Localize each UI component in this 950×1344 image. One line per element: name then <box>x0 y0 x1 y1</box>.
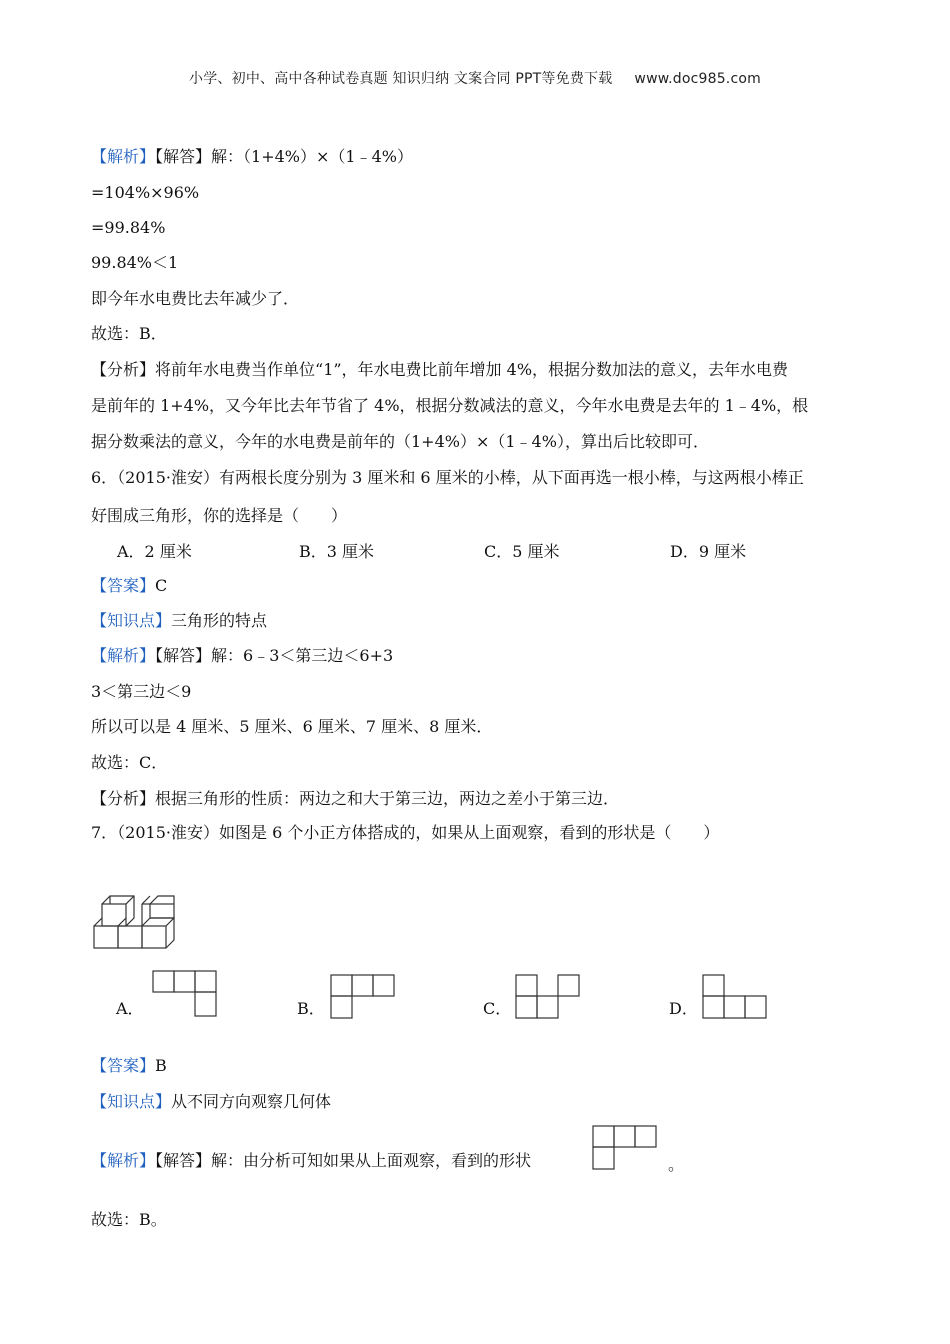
q6-option-b: B．3 厘米 <box>299 542 375 561</box>
zhishidian-tag: 【知识点】 <box>91 611 172 630</box>
q7-knowledge: 从不同方向观察几何体 <box>171 1092 332 1111</box>
q5-analysis-line3: 据分数乘法的意义，今年的水电费是前年的（1+4%）×（1﹣4%），算出后比较即可． <box>91 432 709 451</box>
q7-option-d-label: D． <box>669 999 698 1018</box>
q5-analysis-text1: 将前年水电费当作单位“1”，年水电费比前年增加 4%，根据分数加法的意义，去年水电费 <box>155 360 789 379</box>
q5-line2: =104%×96% <box>91 183 200 202</box>
q7-answer-line <box>91 1055 167 1077</box>
q5-choose: 故选：B． <box>91 324 167 343</box>
q6-analysis: 根据三角形的性质：两边之和大于第三边，两边之差小于第三边． <box>155 789 620 808</box>
q6-answer: C <box>155 576 168 595</box>
fenxi-tag: 【分析】 <box>91 360 156 379</box>
q7-option-d-shape <box>702 974 768 1020</box>
q6-solve-line3: 所以可以是 4 厘米、5 厘米、6 厘米、7 厘米、8 厘米． <box>91 717 493 736</box>
q7-option-a-shape <box>152 970 218 1018</box>
q6-stem-line1: 6．（2015·淮安）有两根长度分别为 3 厘米和 6 厘米的小棒，从下面再选一根小棒，与这两根小棒正 <box>91 468 804 487</box>
q7-choose: 故选：B。 <box>91 1210 167 1229</box>
q6-choose: 故选：C． <box>91 753 168 772</box>
q7-solve-end: 。 <box>668 1155 685 1174</box>
zhishidian-tag: 【知识点】 <box>91 1092 172 1111</box>
header-site: www.doc985.com <box>634 71 761 87</box>
q6-option-a: A．2 厘米 <box>117 542 192 561</box>
q7-option-b-shape <box>330 974 396 1020</box>
q7-answer: B <box>155 1056 167 1075</box>
q6-knowledge-line <box>91 610 267 632</box>
q7-option-b-label: B． <box>297 999 325 1018</box>
q6-analysis-line <box>91 788 619 810</box>
q5-analysis-line1 <box>91 359 788 381</box>
q6-option-d: D．9 厘米 <box>670 542 747 561</box>
jiexi-tag: 【解析】 <box>91 1151 156 1170</box>
q5-line3: =99.84% <box>91 218 166 237</box>
q6-solve-line1 <box>91 645 393 667</box>
page-header <box>0 68 950 88</box>
q7-option-c-label: C． <box>483 999 512 1018</box>
jieda-tag: 【解答】 <box>155 147 212 166</box>
jieda-tag: 【解答】 <box>155 646 212 665</box>
q7-solve-text: 解：由分析可知如果从上面观察，看到的形状 <box>211 1151 532 1170</box>
header-text: 小学、初中、高中各种试卷真题 知识归纳 文案合同 PPT等免费下载 <box>189 71 613 87</box>
cube-structure-figure <box>92 888 176 950</box>
q7-option-c-shape <box>515 974 581 1020</box>
jiexi-tag: 【解析】 <box>91 147 156 166</box>
q6-solve-line2: 3＜第三边＜9 <box>91 682 192 701</box>
jieda-tag: 【解答】 <box>155 1151 212 1170</box>
jiexi-tag: 【解析】 <box>91 646 156 665</box>
daan-tag: 【答案】 <box>91 1056 156 1075</box>
q5-line4: 99.84%＜1 <box>91 253 179 272</box>
q7-top-view-shape <box>592 1125 658 1171</box>
q7-knowledge-line <box>91 1091 331 1113</box>
q7-option-a-label: A． <box>116 999 144 1018</box>
q5-solve-text: 解：（1+4%）×（1﹣4%） <box>211 147 413 166</box>
daan-tag: 【答案】 <box>91 576 156 595</box>
q6-answer-line <box>91 575 167 597</box>
q6-knowledge: 三角形的特点 <box>171 611 268 630</box>
q7-stem: 7．（2015·淮安）如图是 6 个小正方体搭成的，如果从上面观察，看到的形状是（ ） <box>91 823 720 842</box>
q5-solve-line <box>91 146 413 168</box>
q7-solve-line <box>91 1150 531 1172</box>
q6-stem-line2: 好围成三角形，你的选择是（ ） <box>91 506 348 525</box>
q5-line5: 即今年水电费比去年减少了． <box>91 289 300 308</box>
q6-solve-text1: 解：6﹣3＜第三边＜6+3 <box>211 646 394 665</box>
fenxi-tag: 【分析】 <box>91 789 156 808</box>
q6-option-c: C．5 厘米 <box>484 542 560 561</box>
q5-analysis-line2: 是前年的 1+4%，又今年比去年节省了 4%，根据分数减法的意义，今年水电费是去年的 1﹣4%，根 <box>91 396 809 415</box>
